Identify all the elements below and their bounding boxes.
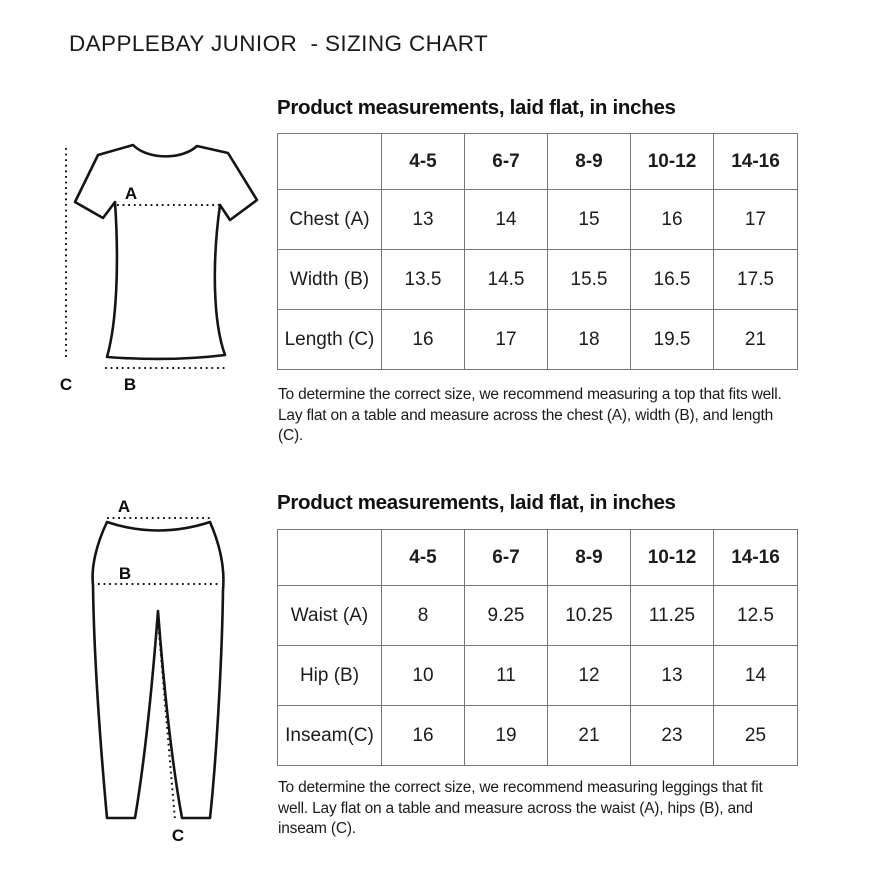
tshirt-label-a: A — [124, 184, 138, 203]
row-label: Width (B) — [278, 250, 382, 310]
leggings-diagram — [58, 483, 233, 848]
table-row — [278, 250, 798, 310]
size-column-header: 10-12 — [631, 530, 714, 586]
leggings-label-a: A — [117, 497, 131, 516]
row-label: Hip (B) — [278, 646, 382, 706]
size-column-header: 4-5 — [382, 134, 465, 190]
measurement-cell: 11 — [465, 646, 548, 706]
measurement-cell: 13.5 — [382, 250, 465, 310]
size-column-header: 10-12 — [631, 134, 714, 190]
measurement-cell: 21 — [548, 706, 631, 766]
tops-measurements-table — [277, 133, 798, 370]
measurement-cell: 16 — [382, 310, 465, 370]
leggings-label-b: B — [118, 564, 132, 583]
measurement-cell: 25 — [714, 706, 798, 766]
measurement-cell: 17 — [714, 190, 798, 250]
leggings-sizing-note: To determine the correct size, we recommend measuring leggings that fit well. Lay flat on a table and measure across the waist (A), hips (B), and inseam (C). — [278, 779, 763, 838]
section-header-leggings: Product measurements, laid flat, in inches — [277, 491, 676, 514]
table-corner-cell — [278, 530, 382, 586]
tshirt-label-b: B — [123, 375, 137, 394]
measurement-cell: 18 — [548, 310, 631, 370]
measurement-cell: 14 — [714, 646, 798, 706]
page-title: DAPPLEBAY JUNIOR - SIZING CHART — [69, 31, 489, 56]
measurement-cell: 17.5 — [714, 250, 798, 310]
table-header-row — [278, 134, 798, 190]
tops-sizing-note: To determine the correct size, we recommend measuring a top that fits well. Lay flat on a table and measure across the chest (A), width (B), and length (C). — [278, 386, 782, 445]
measurement-cell: 10 — [382, 646, 465, 706]
measurement-cell: 19.5 — [631, 310, 714, 370]
measurement-cell: 19 — [465, 706, 548, 766]
leggings-label-c: C — [171, 826, 185, 845]
table-row — [278, 706, 798, 766]
measurement-cell: 17 — [465, 310, 548, 370]
measurement-cell: 14 — [465, 190, 548, 250]
section-header-tops: Product measurements, laid flat, in inches — [277, 96, 676, 119]
measurement-cell: 10.25 — [548, 586, 631, 646]
measurement-cell: 13 — [382, 190, 465, 250]
table-row — [278, 586, 798, 646]
table-corner-cell — [278, 134, 382, 190]
leggings-measurements-table — [277, 529, 798, 766]
tshirt-label-c: C — [59, 375, 73, 394]
table-header-row — [278, 530, 798, 586]
table-row — [278, 190, 798, 250]
measurement-cell: 15.5 — [548, 250, 631, 310]
row-label: Chest (A) — [278, 190, 382, 250]
measurement-cell: 14.5 — [465, 250, 548, 310]
size-column-header: 14-16 — [714, 134, 798, 190]
size-column-header: 6-7 — [465, 530, 548, 586]
tshirt-diagram — [55, 132, 265, 397]
row-label: Length (C) — [278, 310, 382, 370]
size-column-header: 8-9 — [548, 134, 631, 190]
measurement-cell: 16.5 — [631, 250, 714, 310]
row-label: Waist (A) — [278, 586, 382, 646]
measurement-cell: 12.5 — [714, 586, 798, 646]
measurement-cell: 13 — [631, 646, 714, 706]
size-column-header: 8-9 — [548, 530, 631, 586]
measurement-cell: 21 — [714, 310, 798, 370]
row-label: Inseam(C) — [278, 706, 382, 766]
measurement-cell: 9.25 — [465, 586, 548, 646]
leggings-outline — [93, 522, 224, 818]
table-row — [278, 310, 798, 370]
measurement-cell: 16 — [382, 706, 465, 766]
measurement-cell: 23 — [631, 706, 714, 766]
tshirt-outline — [75, 145, 257, 359]
size-column-header: 4-5 — [382, 530, 465, 586]
measurement-cell: 15 — [548, 190, 631, 250]
measurement-cell: 11.25 — [631, 586, 714, 646]
size-column-header: 14-16 — [714, 530, 798, 586]
measurement-cell: 16 — [631, 190, 714, 250]
table-row — [278, 646, 798, 706]
measurement-cell: 8 — [382, 586, 465, 646]
measurement-cell: 12 — [548, 646, 631, 706]
size-column-header: 6-7 — [465, 134, 548, 190]
